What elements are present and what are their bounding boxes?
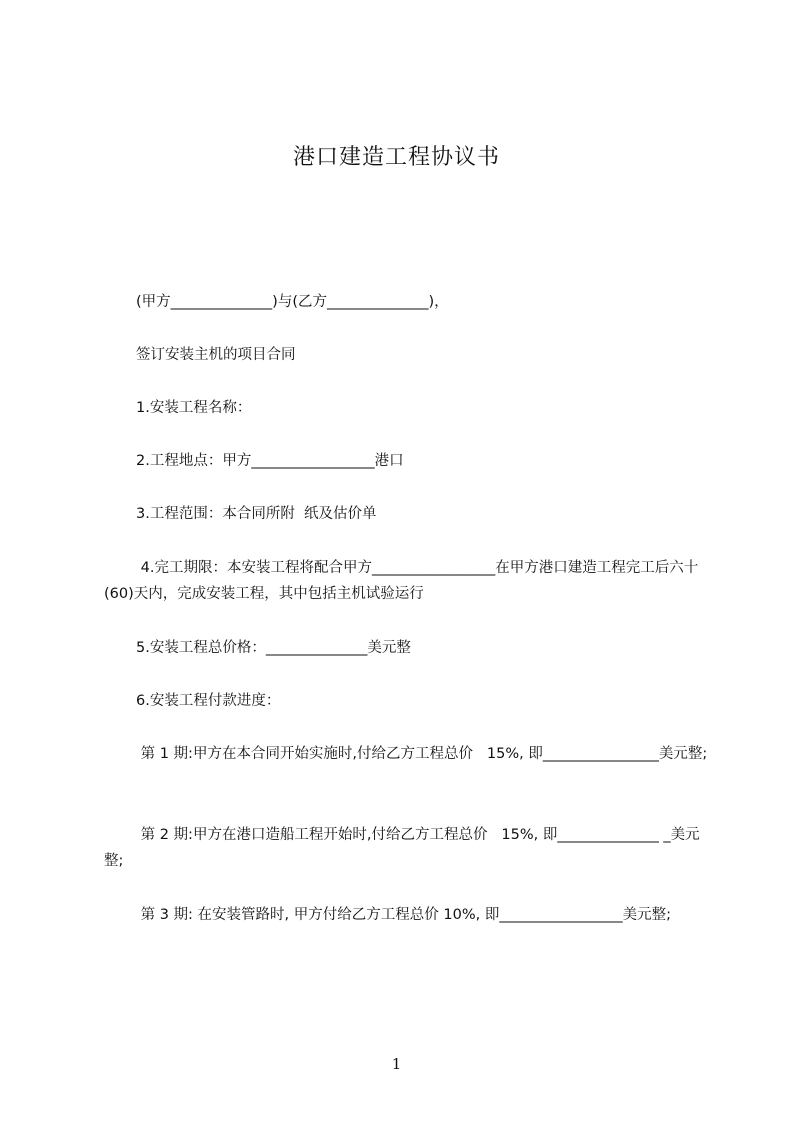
clause-project-location: 2.工程地点：甲方_________________港口 bbox=[136, 453, 404, 469]
payment-phase-1: 第 1 期:甲方在本合同开始实施时,付给乙方工程总价 15%, 即________________美元整; bbox=[136, 746, 708, 762]
payment-phase-2: 第 2 期:甲方在港口造船工程开始时,付给乙方工程总价 15%, 即______________ _美元整; bbox=[104, 827, 700, 869]
clause-total-price: 5.安装工程总价格：______________美元整 bbox=[136, 640, 411, 656]
clause-completion-deadline: 4.完工期限：本安装工程将配合甲方_________________在甲方港口建造工程完工后六十(60)天内，完成安装工程，其中包括主机试验运行 bbox=[104, 560, 699, 602]
contract-subject: 签订安装主机的项目合同 bbox=[136, 347, 296, 363]
clause-payment-schedule: 6.安装工程付款进度： bbox=[136, 693, 281, 709]
page-number: 1 bbox=[391, 1055, 402, 1073]
document-title: 港口建造工程协议书 bbox=[292, 145, 500, 170]
payment-phase-3: 第 3 期: 在安装管路时, 甲方付给乙方工程总价 10%, 即_________________美元整; bbox=[136, 907, 671, 923]
clause-project-scope: 3.工程范围：本合同所附 纸及估价单 bbox=[136, 506, 377, 522]
parties-line: (甲方______________)与(乙方______________)， bbox=[136, 294, 449, 310]
clause-project-name: 1.安装工程名称： bbox=[136, 400, 252, 416]
